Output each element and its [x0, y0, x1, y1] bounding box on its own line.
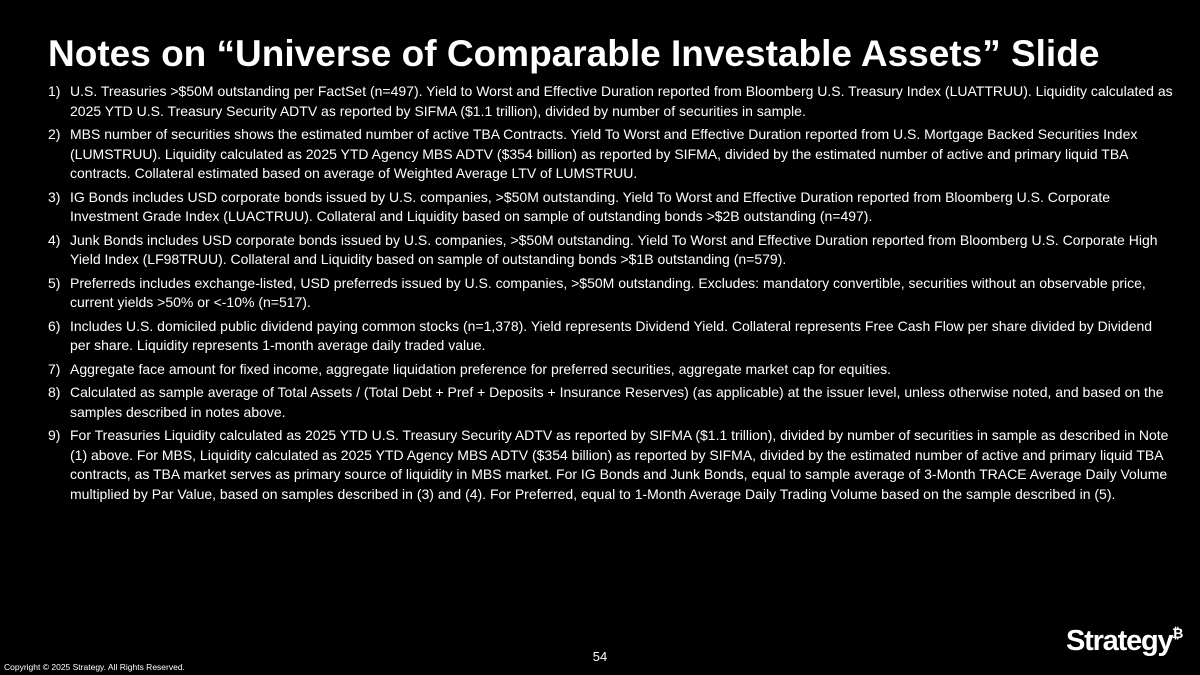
note-number: 3)	[48, 188, 61, 205]
note-item	[48, 360, 1174, 380]
note-item	[48, 426, 1174, 504]
note-item	[48, 231, 1174, 270]
note-text: IG Bonds includes USD corporate bonds issued by U.S. companies, >$50M outstanding. Yield To Worst and Effective Duration reported from Bloomberg U.S. Corporate Investment Grade Index (LUACTRUU). Collateral and Liquidity based on sample of outstanding bonds >$2B outstanding (n=497).	[70, 188, 1111, 224]
note-item	[48, 274, 1174, 313]
note-number: 5)	[48, 274, 61, 291]
note-text: Includes U.S. domiciled public dividend paying common stocks (n=1,378). Yield represents Dividend Yield. Collateral represents Free Cash Flow per share divided by Dividend per share. Liquidity represents 1-month average daily traded value.	[70, 317, 1153, 353]
note-text: Junk Bonds includes USD corporate bonds issued by U.S. companies, >$50M outstanding. Yield To Worst and Effective Duration reported from Bloomberg U.S. Corporate High Yield Index (LF98TRUU). Collateral and Liquidity based on sample of outstanding bonds >$1B outstanding (n=579).	[70, 231, 1158, 267]
note-text: Preferreds includes exchange-listed, USD preferreds issued by U.S. companies, >$50M outstanding. Excludes: mandatory convertible, securities without an observable price, current yields >50% or <-10% (n=517).	[70, 274, 1146, 310]
bitcoin-icon: ₿	[1172, 625, 1184, 641]
copyright-notice: Copyright © 2025 Strategy. All Rights Reserved.	[4, 662, 185, 672]
notes-list	[48, 82, 1174, 508]
note-number: 9)	[48, 427, 61, 443]
note-number: 6)	[48, 317, 61, 334]
note-item	[48, 188, 1174, 227]
note-item	[48, 82, 1174, 121]
note-number: 4)	[48, 231, 61, 248]
note-text: Aggregate face amount for fixed income, aggregate liquidation preference for preferred securities, aggregate market cap for equities.	[70, 360, 892, 377]
logo-wordmark: Strategy	[1066, 625, 1173, 657]
note-text: MBS number of securities shows the estimated number of active TBA Contracts. Yield To Worst and Effective Duration reported from U.S. Mortgage Backed Securities Index (LUMSTRUU). Liquidity calculated as 2025 YTD Agency MBS ADTV ($354 billion) as reported by SIFMA, divided by the estimated number of active and primary liquid TBA contracts. Collateral estimated based on average of Weighted Average LTV of LUMSTRUU.	[70, 126, 1138, 181]
note-item	[48, 125, 1174, 184]
note-text: Calculated as sample average of Total Assets / (Total Debt + Pref + Deposits + Insurance Reserves) (as applicable) at the issuer level, unless otherwise noted, and based on the samples described in notes above.	[70, 384, 1164, 420]
note-number: 7)	[48, 360, 61, 377]
note-number: 2)	[48, 126, 61, 142]
note-number: 8)	[48, 384, 61, 400]
strategy-logo	[1066, 624, 1186, 658]
note-number: 1)	[48, 83, 61, 99]
note-text: U.S. Treasuries >$50M outstanding per FactSet (n=497). Yield to Worst and Effective Duration reported from Bloomberg U.S. Treasury Index (LUATTRUU). Liquidity calculated as 2025 YTD U.S. Treasury Security ADTV as reported by SIFMA ($1.1 trillion), divided by number of securities in sample.	[70, 83, 1173, 119]
note-item	[48, 317, 1174, 356]
note-item	[48, 383, 1174, 422]
note-text: For Treasuries Liquidity calculated as 2025 YTD U.S. Treasury Security ADTV as reported by SIFMA ($1.1 trillion), divided by number of securities in sample as described in Note (1) above. For MBS, Liquidity calculated as 2025 YTD Agency MBS ADTV ($354 billion) as reported by SIFMA, divided by the estimated number of active and primary liquid TBA contracts, as TBA market serves as primary source of liquidity in MBS market. For IG Bonds and Junk Bonds, equal to sample average of 3-Month TRACE Average Daily Volume multiplied by Par Value, based on samples described in (3) and (4). For Preferred, equal to 1-Month Average Daily Trading Volume based on the sample described in (5).	[70, 427, 1169, 502]
slide-title: Notes on “Universe of Comparable Investable Assets” Slide	[48, 33, 1100, 74]
page-number: 54	[592, 649, 608, 664]
